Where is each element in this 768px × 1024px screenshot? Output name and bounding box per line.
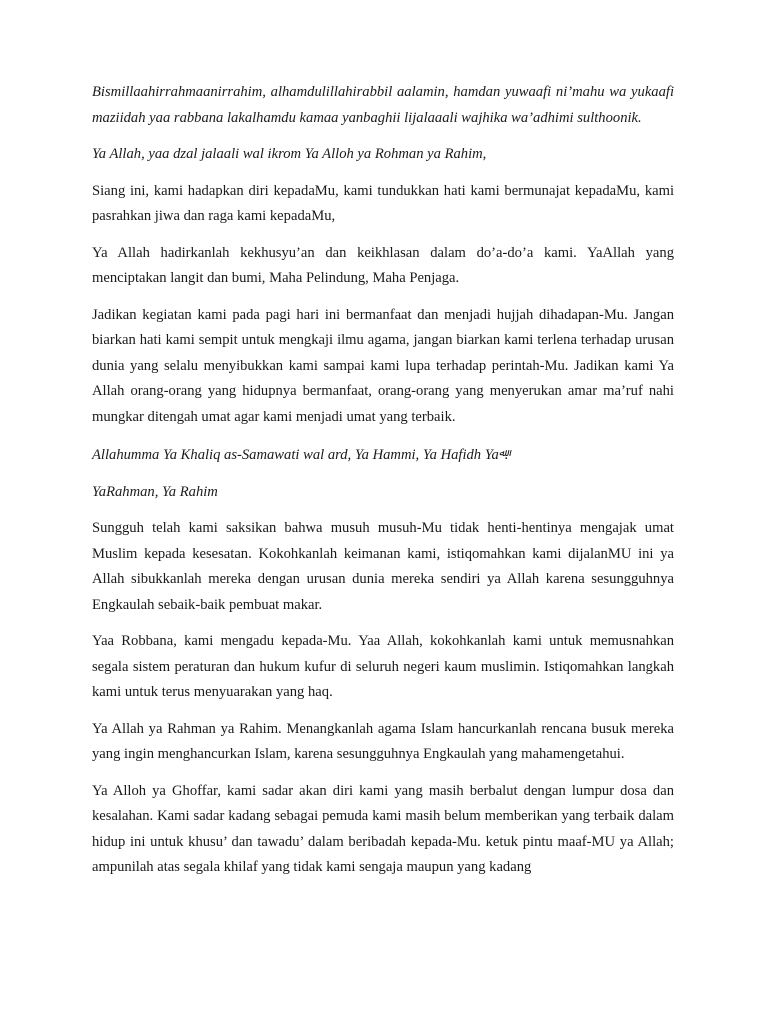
truncated-body-paragraph: Ya Alloh ya Ghoffar, kami sadar akan diri kami yang masih berbalut dengan lumpur dosa dan kesalahan. Kami sadar kadang sebagai pemuda kami masih belum memberikan yang terbaik dalam hidup ini untuk khusu’ dan tawadu’ dalam beribadah kepada-Mu. ketuk pintu maaf-MU ya Allah; ampunilah atas segala khilaf yang tidak kami sengaja maupun yang kadang <box>92 782 674 875</box>
short-invocation-paragraph: YaRahman, Ya Rahim <box>92 483 218 500</box>
body-paragraph: Ya Allah ya Rahman ya Rahim. Menangkanlah agama Islam hancurkanlah rencana busuk mereka yang ingin menghancurkan Islam, karena sesungguhnya Engkaulah yang mahamengetahui. <box>92 720 674 762</box>
body-paragraph: Yaa Robbana, kami mengadu kepada-Mu. Yaa Allah, kokohkanlah kami untuk memusnahkan segala sistem peraturan dan hukum kufur di seluruh negeri kaum muslimin. Istiqomahkan langkah kami untuk terus menyuarakan yang haq. <box>92 633 674 700</box>
body-paragraph: Sungguh telah kami saksikan bahwa musuh musuh-Mu tidak henti-hentinya mengajak umat Muslim kepada kesesatan. Kokohkanlah keimanan kami, istiqomahkan kami dijalanMU ini ya Allah sibukkanlah mereka dengan urusan dunia mereka sendiri ya Allah karena sesungguhnya Engkaulah sebaik-baik pembuat makar. <box>92 520 674 613</box>
invocation-period: . <box>504 447 509 463</box>
body-paragraph: Siang ini, kami hadapkan diri kepadaMu, kami tundukkan hati kami bermunajat kepadaMu, kami pasrahkan jiwa dan raga kami kepadaMu, <box>92 182 674 224</box>
allahumma-invocation-paragraph <box>92 441 674 469</box>
body-paragraph: Jadikan kegiatan kami pada pagi hari ini bermanfaat dan menjadi hujjah dihadapan-Mu. Jangan biarkan hati kami sempit untuk mengkaji ilmu agama, jangan biarkan kami terlena terhadap urusan dunia yang selalu menyibukkan kami sampai kami lupa terhadap perintah-Mu. Jadikan kami Ya Allah orang-orang yang hidupnya bermanfaat, orang-orang yang menyerukan amar ma’ruf nahi mungkar ditengah umat agar kami menjadi umat yang terbaik. <box>92 306 674 425</box>
honorific-glyph: ﷲ <box>498 448 505 459</box>
invocation-text: Allahumma Ya Khaliq as-Samawati wal ard, Ya Hammi, Ya Hafidh Ya <box>92 447 499 463</box>
document-page <box>92 80 674 875</box>
opening-basmalah-paragraph: Bismillaahirrahmaanirrahim, alhamdulillahirabbil aalamin, hamdan yuwaafi ni’mahu wa yukaafi maziidah yaa rabbana lakalhamdu kamaa yanbaghii lijalaaali wajhika wa’adhimi sulthoonik. <box>92 84 674 126</box>
body-paragraph: Ya Allah hadirkanlah kekhusyu’an dan keikhlasan dalam do’a-do’a kami. YaAllah yang menciptakan langit dan bumi, Maha Pelindung, Maha Penjaga. <box>92 244 674 286</box>
invocation-paragraph: Ya Allah, yaa dzal jalaali wal ikrom Ya Alloh ya Rohman ya Rahim, <box>92 146 487 162</box>
